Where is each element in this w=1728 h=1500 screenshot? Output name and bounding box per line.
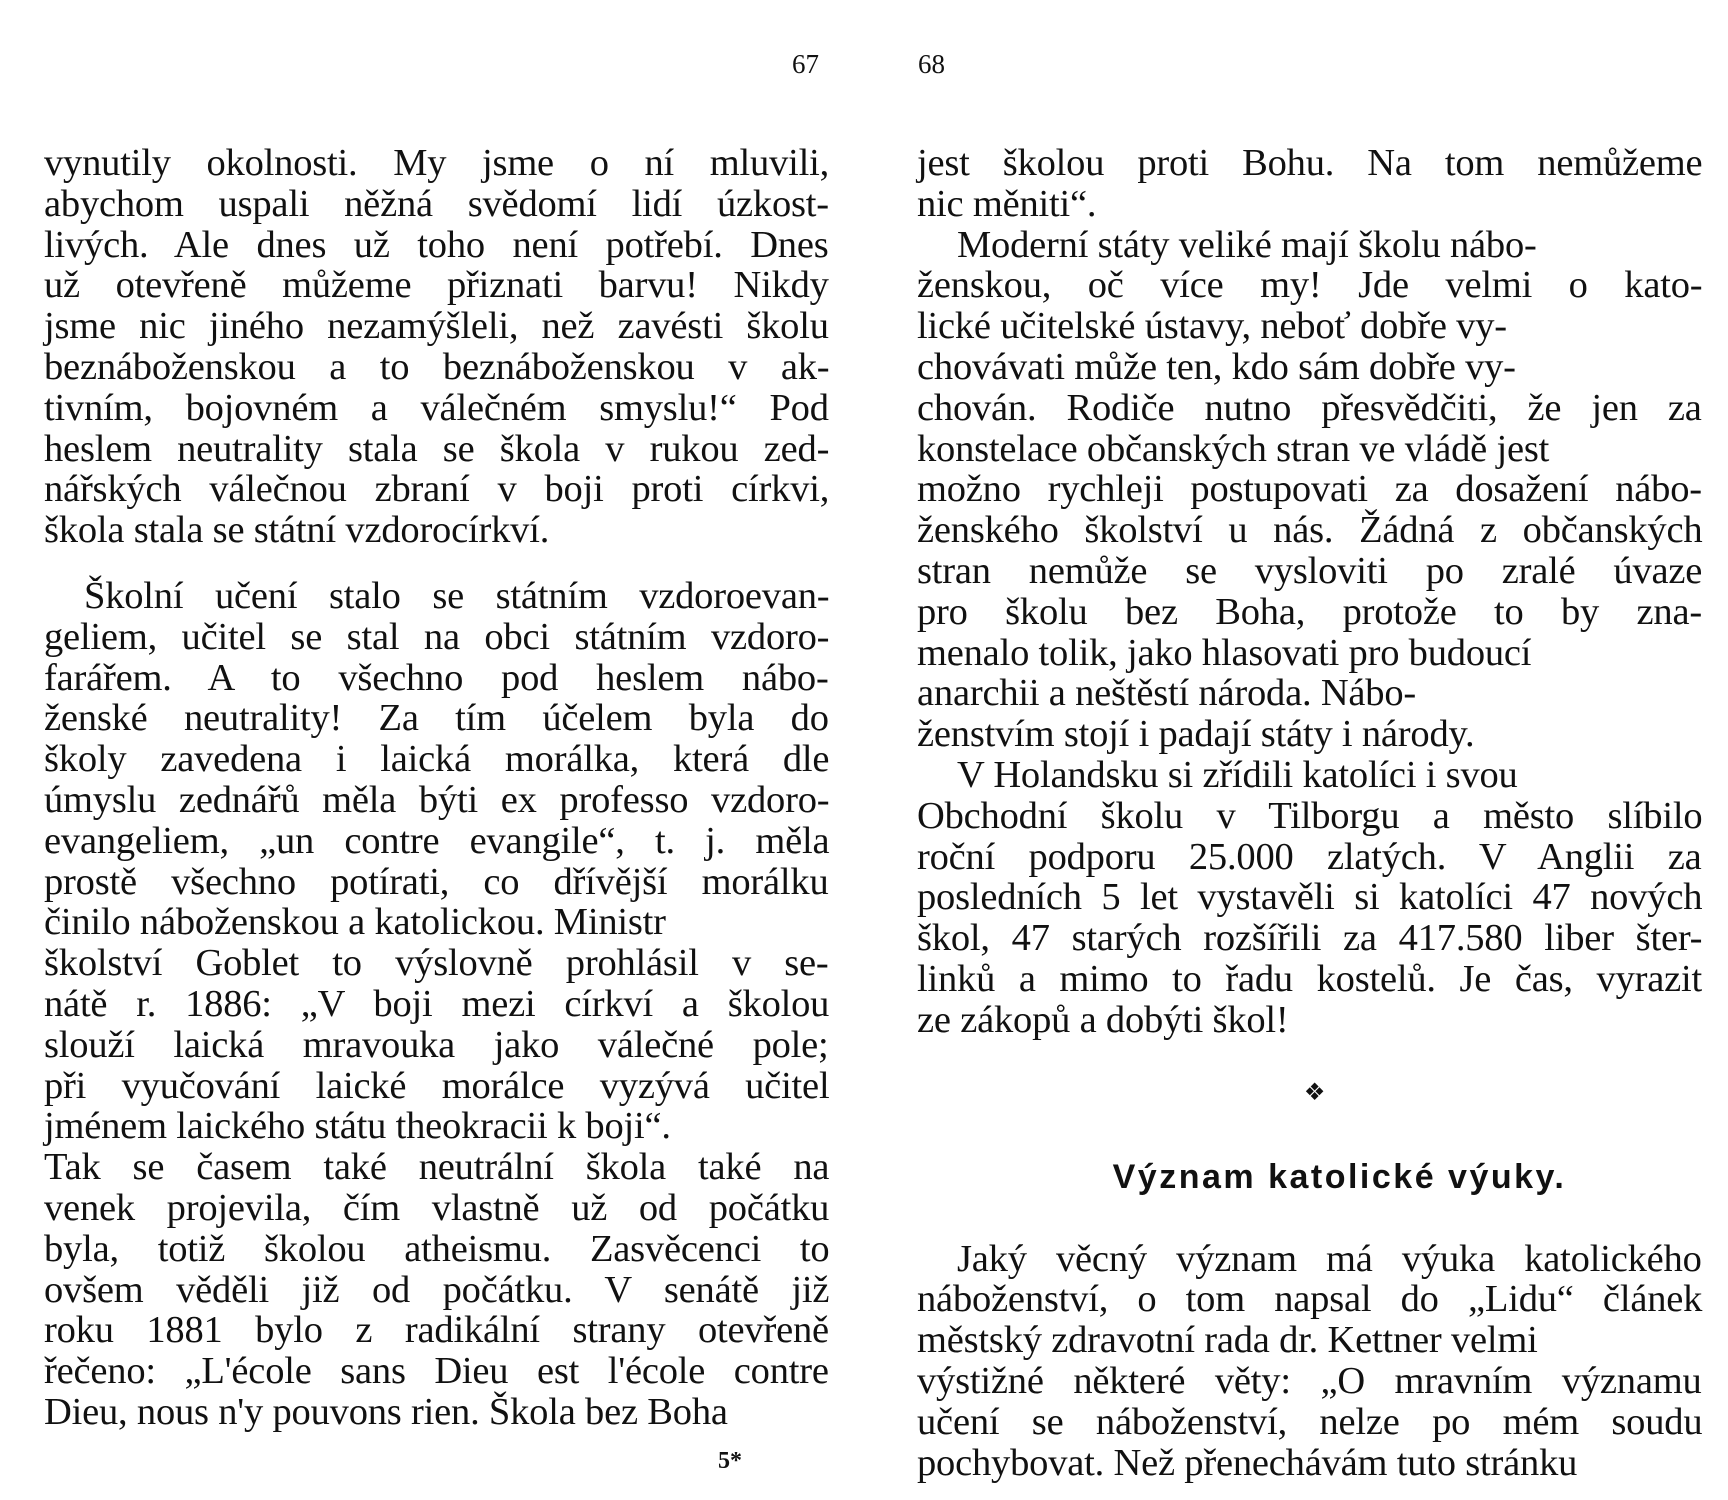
text-line: stran nemůže se vysloviti po zralé úvaze	[917, 549, 1703, 592]
text-line: řečeno: „L'école sans Dieu est l'école contre	[44, 1350, 829, 1393]
page-number-left: 67	[792, 49, 819, 79]
paragraph	[44, 576, 829, 1433]
text-line: už otevřeně můžeme přiznati barvu! Nikdy	[44, 264, 829, 307]
text-line: Moderní státy veliké mají školu nábo-	[957, 223, 1537, 266]
text-line: úmyslu zednářů měla býti ex professo vzdoro-	[44, 778, 830, 821]
text-line: výstižné některé věty: „O mravním významu	[917, 1359, 1702, 1402]
text-line: náboženství, o tom napsal do „Lidu“ článek	[917, 1278, 1703, 1321]
text-line: beznáboženskou a to beznáboženskou v ak-	[44, 345, 830, 388]
text-line: konstelace občanských stran ve vládě jest	[917, 427, 1550, 470]
text-line: Školní učení stalo se státním vzdoroevan-	[84, 574, 830, 617]
text-line: ženské neutrality! Za tím účelem byla do	[44, 697, 829, 740]
text-line: školy zavedena i laická morálka, která dle	[44, 738, 830, 781]
text-line: Dieu, nous n'y pouvons rien. Škola bez Boha	[44, 1390, 728, 1433]
text-line: škol, 47 starých rozšířili za 417.580 liber šter-	[917, 917, 1703, 960]
paragraph	[44, 143, 829, 551]
paragraph	[917, 225, 1702, 755]
text-line: roku 1881 bylo z radikální strany otevřeně	[44, 1309, 829, 1352]
text-line: livých. Ale dnes už toho není potřebí. Dnes	[44, 223, 829, 266]
text-line: menalo tolik, jako hlasovati pro budoucí	[917, 631, 1532, 674]
text-line: anarchii a neštěstí národa. Nábo-	[917, 672, 1417, 715]
text-line: činilo náboženskou a katolickou. Ministr	[44, 901, 666, 944]
text-line: nářských válečnou zbraní v boji proti církvi,	[44, 468, 830, 511]
text-line: geliem, učitel se stal na obci státním vzdoro-	[44, 615, 830, 658]
text-line: jest školou proti Bohu. Na tom nemůžeme	[917, 142, 1703, 184]
text-line: tivním, bojovném a válečném smyslu!“ Pod	[44, 386, 829, 429]
text-line: při vyučování laické morálce vyzývá učitel	[44, 1064, 830, 1107]
section-ornament: ❖	[1303, 1079, 1326, 1106]
text-line: pochybovat. Než přenechávám tuto stránku	[917, 1441, 1578, 1484]
text-line: linků a mimo to řadu kostelů. Je čas, vyrazit	[917, 957, 1703, 1000]
text-line: chovávati může ten, kdo sám dobře vy-	[917, 345, 1516, 388]
text-line: školství Goblet to výslovně prohlásil v se-	[44, 942, 829, 985]
text-line: možno rychleji postupovati za dosažení nábo-	[917, 468, 1702, 511]
text-line: pro školu bez Boha, protože to by zna-	[917, 590, 1702, 633]
section-heading: Význam katolické výuky.	[1112, 1157, 1567, 1196]
text-line: lické učitelské ústavy, neboť dobře vy-	[917, 305, 1507, 348]
text-line: ženskou, oč více my! Jde velmi o kato-	[917, 264, 1703, 307]
text-line: Tak se časem také neutrální škola také na	[44, 1146, 830, 1189]
text-line: Obchodní školu v Tilborgu a město slíbilo	[917, 794, 1703, 837]
paragraph	[917, 1239, 1702, 1484]
text-line: venek projevila, čím vlastně už od počátku	[44, 1186, 830, 1229]
paragraph	[917, 143, 1702, 225]
text-line: jménem laického státu theokracii k boji“.	[44, 1105, 671, 1148]
paragraph	[917, 755, 1702, 1041]
text-line: nic měniti“.	[917, 182, 1097, 225]
text-line: ze zákopů a dobýti škol!	[917, 998, 1289, 1041]
text-line: byla, totiž školou atheismu. Zasvěcenci to	[44, 1227, 830, 1270]
text-line: škola stala se státní vzdorocírkví.	[44, 509, 550, 552]
text-line: slouží laická mravouka jako válečné pole;	[44, 1023, 829, 1066]
text-line: posledních 5 let vystavěli si katolíci 47 nových	[917, 876, 1703, 919]
text-line: evangeliem, „un contre evangile“, t. j. měla	[44, 819, 830, 862]
text-line: nátě r. 1886: „V boji mezi církví a školou	[44, 982, 830, 1025]
text-line: ženského školství u nás. Žádná z občanských	[917, 509, 1703, 552]
text-line: učení se náboženství, nelze po mém soudu	[917, 1400, 1703, 1443]
page-number-right: 68	[918, 49, 945, 79]
text-line: abychom uspali něžná svědomí lidí úzkost-	[44, 182, 829, 225]
left-page-column	[44, 143, 829, 1433]
text-line: ovšem věděli již od počátku. V senátě již	[44, 1268, 830, 1311]
text-line: prostě všechno potírati, co dřívější morálku	[44, 860, 829, 903]
text-line: ženstvím stojí i padají státy i národy.	[917, 713, 1475, 756]
text-line: roční podporu 25.000 zlatých. V Anglii za	[917, 835, 1702, 878]
text-line: heslem neutrality stala se škola v rukou zed-	[44, 427, 830, 470]
text-line: městský zdravotní rada dr. Kettner velmi	[917, 1319, 1538, 1362]
signature-mark: 5*	[718, 1448, 742, 1474]
text-line: Jaký věcný význam má výuka katolického	[957, 1237, 1702, 1280]
text-line: vynutily okolnosti. My jsme o ní mluvili,	[44, 142, 830, 184]
right-page-column	[917, 143, 1702, 1483]
text-line: chován. Rodiče nutno přesvědčiti, že jen za	[917, 386, 1702, 429]
text-line: V Holandsku si zřídili katolíci i svou	[957, 753, 1518, 796]
text-line: jsme nic jiného nezamýšleli, než zavésti školu	[44, 305, 829, 348]
text-line: farářem. A to všechno pod heslem nábo-	[44, 656, 829, 699]
